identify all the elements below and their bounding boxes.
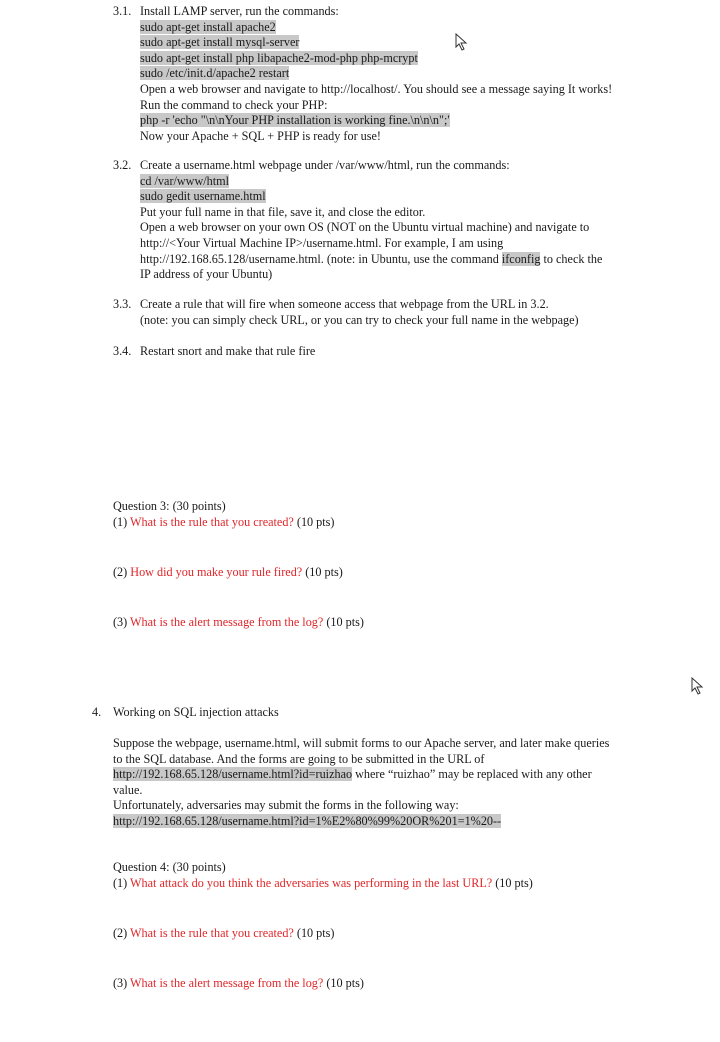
points: (10 pts) [293, 515, 335, 529]
points: (10 pts) [293, 926, 335, 940]
instruction-text: Restart snort and make that rule fire [140, 344, 316, 358]
section-title: Install LAMP server, run the commands: [140, 4, 339, 18]
section-number: 4. [92, 705, 102, 719]
instruction-text: Put your full name in that file, save it, and close the editor. [140, 204, 426, 219]
paragraph-text: Suppose the webpage, username.html, will submit forms to our Apache server, and later make queries [113, 736, 610, 750]
question-text: What is the rule that you created? [130, 515, 294, 529]
command-line: sudo apt-get install apache2 [140, 19, 276, 34]
command-line: cd /var/www/html [140, 173, 230, 188]
question-item [113, 515, 334, 531]
points: (10 pts) [492, 876, 533, 890]
question-text: What is the alert message from the log? [130, 976, 324, 990]
instruction-text: Create a rule that will fire when someone access that webpage from the URL in 3.2. [140, 297, 549, 311]
paragraph-text: where “ruizhao” may be replaced with any other [352, 767, 592, 782]
question-item [113, 615, 364, 631]
instruction-text: IP address of your Ubuntu) [140, 267, 273, 282]
command-inline: ifconfig [501, 251, 541, 266]
mouse-cursor-icon [690, 677, 706, 695]
instruction-text: Open a web browser and navigate to http://localhost/. You should see a message saying It works! [140, 81, 613, 96]
question-title: Question 4: (30 points) [113, 860, 226, 874]
command-line: php -r 'echo "\n\nYour PHP installation is working fine.\n\n\n";' [140, 113, 450, 128]
item-number: (3) [113, 976, 128, 990]
url-highlight: http://192.168.65.128/username.html?id=ruizhao [113, 767, 353, 782]
paragraph-text: Unfortunately, adversaries may submit the forms in the following way: [113, 798, 459, 813]
section-title: Create a username.html webpage under /var/www/html, run the commands: [140, 158, 510, 172]
item-number: (1) [113, 515, 128, 529]
question-item [113, 565, 343, 581]
question-item [113, 876, 533, 892]
paragraph-text: value. [113, 782, 143, 797]
item-number: (3) [113, 615, 128, 629]
section-number: 3.2. [113, 158, 132, 172]
paragraph-text: to the SQL database. And the forms are going to be submitted in the URL of [113, 751, 485, 766]
instruction-text: Now your Apache + SQL + PHP is ready for use! [140, 128, 381, 143]
instruction-text: (note: you can simply check URL, or you can try to check your full name in the webpage) [140, 312, 579, 327]
command-line: sudo apt-get install php libapache2-mod-php php-mcrypt [140, 50, 418, 65]
instruction-text: Open a web browser on your own OS (NOT on the Ubuntu virtual machine) and navigate to [140, 220, 590, 235]
points: (10 pts) [323, 615, 364, 629]
command-line: sudo /etc/init.d/apache2 restart [140, 66, 290, 81]
instruction-text: http://<Your Virtual Machine IP>/username.html. For example, I am using [140, 235, 504, 250]
url-highlight: http://192.168.65.128/username.html?id=1%E2%80%99%20OR%201=1%20-- [113, 813, 502, 828]
question-text: What attack do you think the adversaries was performing in the last URL? [130, 876, 493, 890]
command-line: sudo apt-get install mysql-server [140, 35, 300, 50]
instruction-text: to check the [540, 251, 603, 266]
instruction-text: Run the command to check your PHP: [140, 97, 328, 112]
question-text: How did you make your rule fired? [130, 565, 303, 579]
section-title: Working on SQL injection attacks [113, 705, 279, 719]
question-item [113, 976, 364, 992]
question-text: What is the alert message from the log? [130, 615, 324, 629]
question-text: What is the rule that you created? [130, 926, 294, 940]
question-title: Question 3: (30 points) [113, 499, 226, 513]
section-number: 3.1. [113, 4, 132, 18]
section-number: 3.4. [113, 344, 132, 358]
command-line: sudo gedit username.html [140, 189, 266, 204]
item-number: (1) [113, 876, 128, 890]
section-number: 3.3. [113, 297, 132, 311]
question-item [113, 926, 334, 942]
instruction-text: http://192.168.65.128/username.html. (note: in Ubuntu, use the command [140, 251, 502, 266]
item-number: (2) [113, 565, 128, 579]
item-number: (2) [113, 926, 128, 940]
points: (10 pts) [302, 565, 343, 579]
points: (10 pts) [323, 976, 364, 990]
